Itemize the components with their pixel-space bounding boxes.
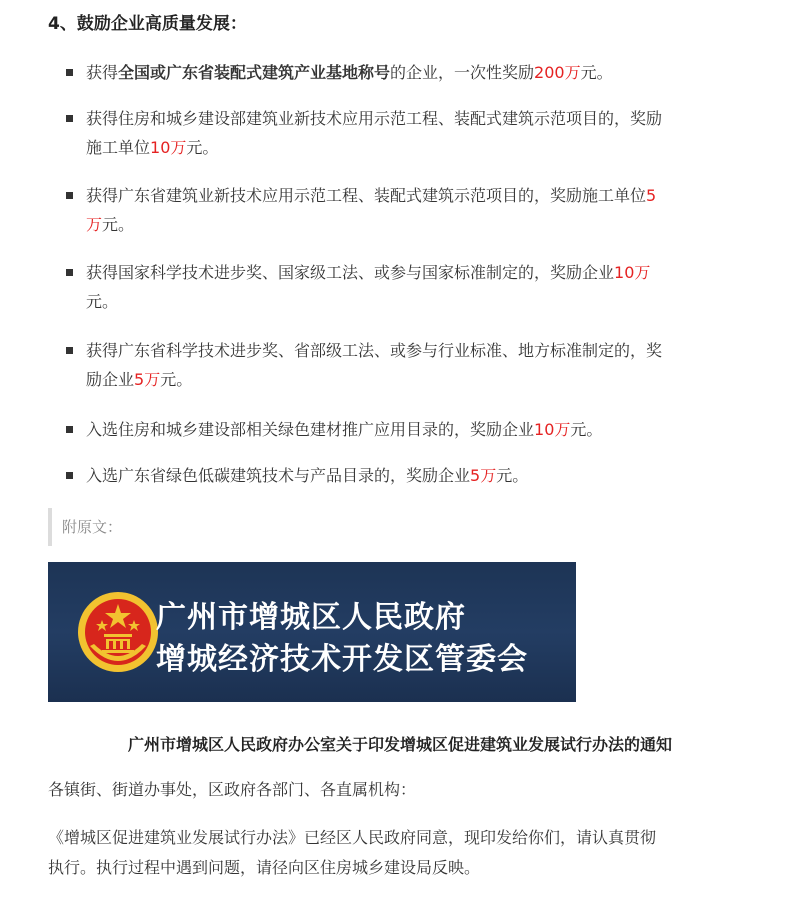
reward-text-segment: 入选广东省绿色低碳建筑技术与产品目录的，奖励企业 <box>86 466 471 485</box>
reward-item <box>66 258 778 316</box>
reward-text-segment: 获得住房和城乡建设部建筑业新技术应用示范工程、装配式建筑示范项目的，奖励 <box>86 109 663 128</box>
banner-title-line2: 增城经济技术开发区管委会 <box>156 642 528 677</box>
reward-text-segment: 元。 <box>186 138 219 157</box>
reward-text-segment: 获得 <box>86 63 119 82</box>
reward-text-segment: 励企业 <box>86 370 135 389</box>
reward-item-text <box>86 104 778 162</box>
reward-item-text <box>86 258 778 316</box>
reward-text-segment: 元。 <box>580 63 613 82</box>
notice-body-line2: 执行。执行过程中遇到问题，请径向区住房城乡建设局反映。 <box>48 858 481 877</box>
government-banner <box>48 562 576 702</box>
reward-text-segment: 获得国家科学技术进步奖、国家级工法、或参与国家标准制定的，奖励企业 <box>86 263 615 282</box>
reward-item <box>66 58 778 87</box>
original-text-quote <box>48 508 122 546</box>
reward-amount: 5 <box>646 186 657 205</box>
reward-amount: 200万 <box>534 63 581 82</box>
reward-text-segment: 获得广东省建筑业新技术应用示范工程、装配式建筑示范项目的，奖励施工单位 <box>86 186 647 205</box>
reward-amount: 万 <box>86 215 103 234</box>
section-title: 4、鼓励企业高质量发展： <box>48 14 247 34</box>
square-bullet-icon <box>66 69 73 76</box>
notice-addressee: 各镇街、街道办事处，区政府各部门、各直属机构： <box>48 780 417 799</box>
reward-text-segment: 施工单位 <box>86 138 151 157</box>
quote-label: 附原文： <box>62 518 123 536</box>
reward-item-text <box>86 181 778 239</box>
national-emblem-icon <box>76 590 160 674</box>
reward-text-segment: 元。 <box>496 466 529 485</box>
reward-text-segment: 元。 <box>86 292 119 311</box>
square-bullet-icon <box>66 347 73 354</box>
square-bullet-icon <box>66 426 73 433</box>
reward-amount: 5万 <box>134 370 161 389</box>
reward-item <box>66 181 778 239</box>
reward-item <box>66 336 778 394</box>
reward-item <box>66 415 778 444</box>
reward-emphasis: 全国或广东省装配式建筑产业基地称号 <box>118 63 391 82</box>
notice-title: 广州市增城区人民政府办公室关于印发增城区促进建筑业发展试行办法的通知 <box>127 735 672 754</box>
reward-text-segment: 元。 <box>570 420 603 439</box>
square-bullet-icon <box>66 192 73 199</box>
reward-amount: 5万 <box>470 466 497 485</box>
reward-text-segment: 元。 <box>160 370 193 389</box>
reward-text-segment: 获得广东省科学技术进步奖、省部级工法、或参与行业标准、地方标准制定的，奖 <box>86 341 663 360</box>
reward-item-text <box>86 461 778 490</box>
reward-amount: 10万 <box>534 420 571 439</box>
square-bullet-icon <box>66 115 73 122</box>
reward-item <box>66 461 778 490</box>
banner-title-line1: 广州市增城区人民政府 <box>156 600 466 635</box>
reward-amount: 10万 <box>150 138 187 157</box>
reward-text-segment: 的企业，一次性奖励 <box>390 63 535 82</box>
reward-item-text <box>86 58 778 87</box>
reward-text-segment: 元。 <box>102 215 135 234</box>
reward-item-text <box>86 415 778 444</box>
notice-body-line1: 《增城区促进建筑业发展试行办法》已经区人民政府同意，现印发给你们，请认真贯彻 <box>48 828 657 847</box>
reward-text-segment: 入选住房和城乡建设部相关绿色建材推广应用目录的，奖励企业 <box>86 420 535 439</box>
reward-amount: 10万 <box>614 263 651 282</box>
reward-item-text <box>86 336 778 394</box>
square-bullet-icon <box>66 472 73 479</box>
square-bullet-icon <box>66 269 73 276</box>
reward-item <box>66 104 778 162</box>
